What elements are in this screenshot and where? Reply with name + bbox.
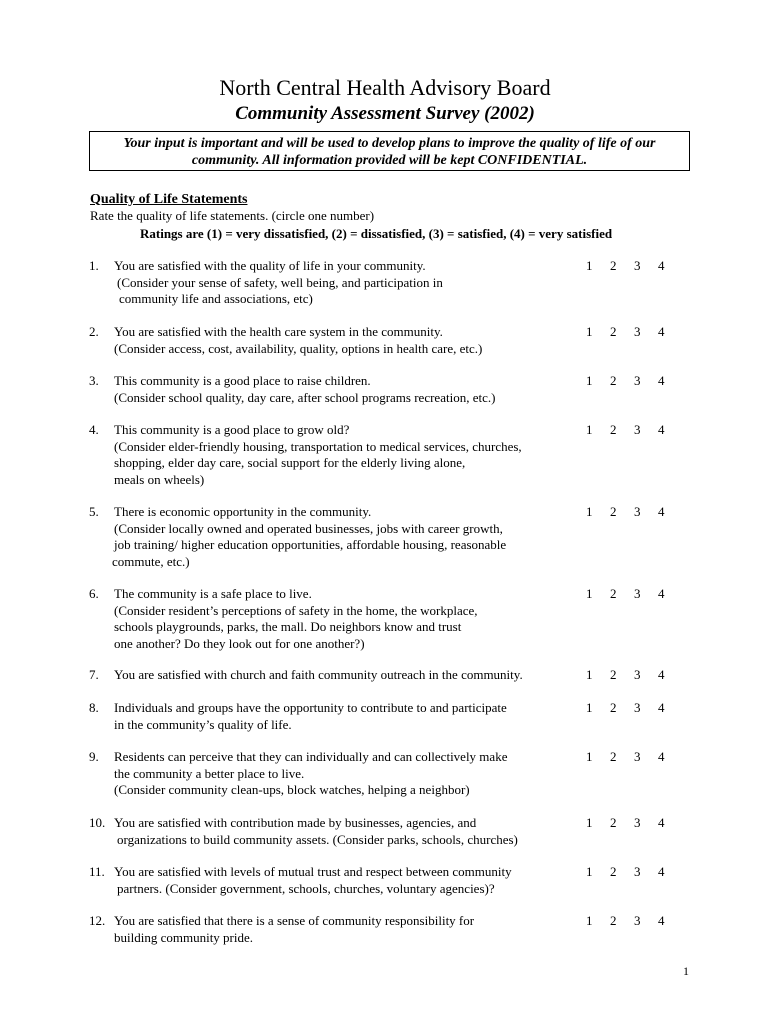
statement-line: You are satisfied with the health care system in the community.	[114, 324, 443, 339]
rating-scale	[586, 324, 676, 341]
statement-number: 7.	[89, 667, 99, 682]
rating-option[interactable]: 3	[634, 373, 641, 388]
rating-scale	[586, 815, 676, 832]
statement-text	[114, 504, 574, 570]
ratings-legend: Ratings are (1) = very dissatisfied, (2) = dissatisfied, (3) = satisfied, (4) = very satisfied	[140, 226, 613, 241]
rating-option[interactable]: 4	[658, 749, 665, 764]
notice-line-1: Your input is important and will be used to develop plans to improve the quality of life of our	[123, 136, 656, 151]
statement-line: (Consider school quality, day care, after school programs recreation, etc.)	[114, 389, 496, 405]
rating-option[interactable]: 1	[586, 700, 593, 715]
rating-scale	[586, 864, 676, 881]
statement-text	[114, 815, 574, 848]
statement-line: one another? Do they look out for one another?)	[114, 635, 365, 651]
statement-line: shopping, elder day care, social support for the elderly living alone,	[114, 455, 466, 470]
statement-line: commute, etc.)	[112, 553, 190, 569]
rating-scale	[586, 504, 676, 521]
statement-line: (Consider resident’s perceptions of safety in the home, the workplace,	[114, 602, 478, 618]
rating-option[interactable]: 2	[610, 586, 617, 601]
rating-option[interactable]: 1	[586, 749, 593, 764]
statement-line: job training/ higher education opportunities, affordable housing, reasonable	[114, 537, 507, 552]
rating-option[interactable]: 3	[634, 324, 641, 339]
rating-option[interactable]: 4	[658, 258, 665, 273]
statement-text	[114, 422, 574, 488]
statement-line: You are satisfied with church and faith community outreach in the community.	[114, 667, 523, 682]
rating-option[interactable]: 4	[658, 373, 665, 388]
statement-number: 8.	[89, 700, 99, 715]
rating-scale	[586, 586, 676, 603]
statement-line: You are satisfied with contribution made by businesses, agencies, and	[114, 815, 477, 830]
page-title: North Central Health Advisory Board	[219, 75, 551, 100]
rating-option[interactable]: 3	[634, 667, 641, 682]
rating-option[interactable]: 2	[610, 258, 617, 273]
rating-option[interactable]: 1	[586, 913, 593, 928]
rating-option[interactable]: 3	[634, 258, 641, 273]
rating-option[interactable]: 2	[610, 864, 617, 879]
statement-line: organizations to build community assets. (Consider parks, schools, churches)	[117, 831, 518, 847]
rating-option[interactable]: 3	[634, 586, 641, 601]
statement-text	[114, 324, 574, 357]
rating-option[interactable]: 4	[658, 700, 665, 715]
statement-line: (Consider locally owned and operated businesses, jobs with career growth,	[114, 520, 503, 536]
statement-text	[114, 864, 574, 897]
rating-option[interactable]: 3	[634, 815, 641, 830]
statement-text	[114, 667, 574, 684]
rating-scale	[586, 422, 676, 439]
statement-line: Individuals and groups have the opportunity to contribute to and participate	[114, 700, 507, 715]
statement-line: (Consider your sense of safety, well being, and participation in	[117, 274, 443, 290]
statement-line: community life and associations, etc)	[119, 291, 313, 306]
rating-option[interactable]: 3	[634, 913, 641, 928]
rating-option[interactable]: 1	[586, 373, 593, 388]
statement-line: The community is a safe place to live.	[114, 586, 312, 601]
statement-number: 6.	[89, 586, 99, 601]
rating-scale	[586, 667, 676, 684]
statement-number: 3.	[89, 373, 99, 388]
statement-line: You are satisfied that there is a sense of community responsibility for	[114, 913, 475, 928]
rating-option[interactable]: 2	[610, 422, 617, 437]
statement-text	[114, 586, 574, 652]
statement-text	[114, 700, 574, 733]
rating-option[interactable]: 3	[634, 749, 641, 764]
rating-option[interactable]: 2	[610, 373, 617, 388]
rating-option[interactable]: 1	[586, 667, 593, 682]
rating-option[interactable]: 4	[658, 913, 665, 928]
statement-number: 1.	[89, 258, 99, 273]
rating-scale	[586, 700, 676, 717]
rating-option[interactable]: 3	[634, 422, 641, 437]
section-instruction: Rate the quality of life statements. (circle one number)	[90, 208, 375, 223]
statement-line: partners. (Consider government, schools, churches, voluntary agencies)?	[117, 880, 495, 896]
statement-line: This community is a good place to raise children.	[114, 373, 371, 388]
rating-option[interactable]: 2	[610, 324, 617, 339]
statement-line: (Consider elder-friendly housing, transportation to medical services, churches,	[114, 438, 522, 454]
statement-line: (Consider community clean-ups, block watches, helping a neighbor)	[114, 782, 470, 797]
statement-text	[114, 749, 574, 799]
rating-option[interactable]: 1	[586, 504, 593, 519]
rating-option[interactable]: 2	[610, 749, 617, 764]
rating-option[interactable]: 3	[634, 504, 641, 519]
rating-option[interactable]: 2	[610, 504, 617, 519]
statement-line: There is economic opportunity in the community.	[114, 504, 372, 519]
statement-line: You are satisfied with levels of mutual trust and respect between community	[114, 864, 512, 879]
statement-number: 9.	[89, 749, 99, 764]
statement-line: schools playgrounds, parks, the mall. Do neighbors know and trust	[114, 619, 462, 634]
statement-number: 4.	[89, 422, 99, 437]
rating-option[interactable]: 4	[658, 422, 665, 437]
statement-line: Residents can perceive that they can individually and can collectively make	[114, 749, 508, 764]
rating-option[interactable]: 2	[610, 815, 617, 830]
page-subtitle: Community Assessment Survey (2002)	[235, 103, 535, 124]
rating-scale	[586, 258, 676, 275]
rating-option[interactable]: 1	[586, 815, 593, 830]
rating-option[interactable]: 2	[610, 667, 617, 682]
statement-line: You are satisfied with the quality of life in your community.	[114, 258, 426, 273]
rating-option[interactable]: 1	[586, 258, 593, 273]
page-number: 1	[683, 964, 689, 978]
statement-line: This community is a good place to grow old?	[114, 422, 350, 437]
rating-option[interactable]: 4	[658, 667, 665, 682]
rating-option[interactable]: 2	[610, 913, 617, 928]
statement-line: meals on wheels)	[114, 471, 205, 487]
statement-line: (Consider access, cost, availability, quality, options in health care, etc.)	[114, 340, 483, 356]
rating-option[interactable]: 4	[658, 815, 665, 830]
rating-scale	[586, 913, 676, 930]
rating-option[interactable]: 4	[658, 586, 665, 601]
rating-scale	[586, 749, 676, 766]
rating-option[interactable]: 4	[658, 864, 665, 879]
statement-text	[114, 373, 574, 406]
rating-option[interactable]: 2	[610, 700, 617, 715]
statement-text	[114, 258, 574, 308]
statement-number: 10.	[89, 815, 106, 830]
rating-scale	[586, 373, 676, 390]
rating-option[interactable]: 3	[634, 864, 641, 879]
rating-option[interactable]: 1	[586, 864, 593, 879]
statement-line: in the community’s quality of life.	[114, 716, 292, 732]
statement-number: 2.	[89, 324, 99, 339]
rating-option[interactable]: 1	[586, 422, 593, 437]
rating-option[interactable]: 1	[586, 324, 593, 339]
rating-option[interactable]: 4	[658, 324, 665, 339]
rating-option[interactable]: 3	[634, 700, 641, 715]
statement-number: 12.	[89, 913, 106, 928]
statement-text	[114, 913, 574, 946]
statement-line: building community pride.	[114, 929, 254, 945]
rating-option[interactable]: 1	[586, 586, 593, 601]
notice-line-2: community. All information provided will be kept CONFIDENTIAL.	[191, 153, 588, 168]
statement-number: 11.	[89, 864, 105, 879]
statement-line: the community a better place to live.	[114, 765, 305, 781]
rating-option[interactable]: 4	[658, 504, 665, 519]
statement-number: 5.	[89, 504, 99, 519]
section-heading: Quality of Life Statements	[90, 192, 248, 207]
